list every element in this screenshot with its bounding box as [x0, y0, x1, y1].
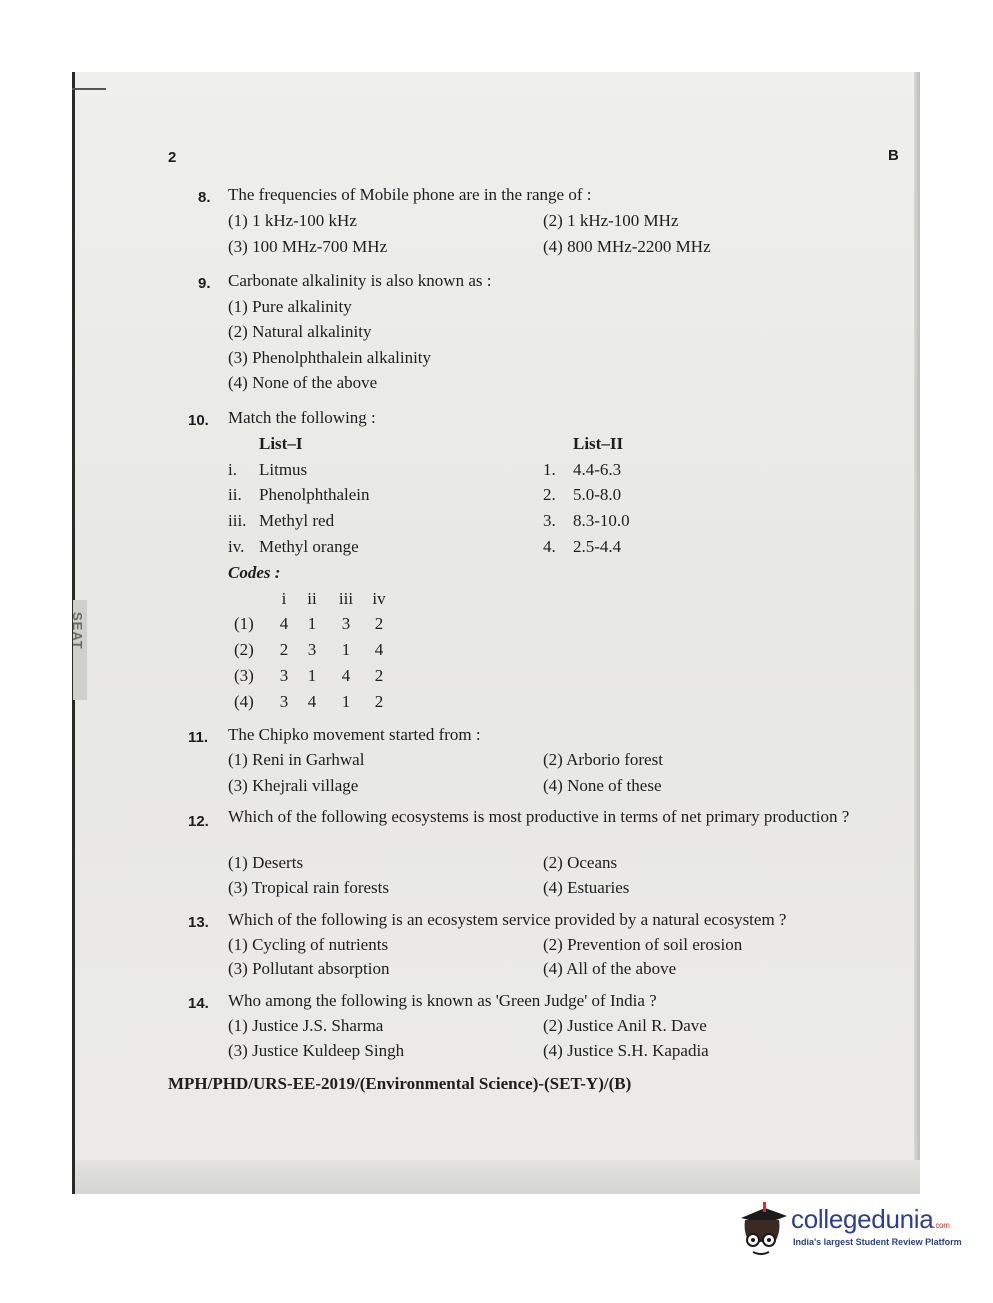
- code-value: 1: [341, 692, 351, 711]
- option-2: (2) Natural alkalinity: [228, 322, 372, 341]
- list-2-item: 2.5-4.4: [573, 537, 622, 556]
- code-value: 4: [307, 692, 317, 711]
- code-value: 4: [374, 640, 384, 659]
- option-1: (1) Cycling of nutrients: [228, 935, 389, 954]
- code-option-label: (2): [234, 640, 254, 659]
- option-3: (3) Justice Kuldeep Singh: [228, 1041, 405, 1060]
- list-2-index: 3.: [543, 511, 556, 530]
- logo-suffix: .com: [933, 1221, 950, 1230]
- option-4: (4) None of these: [543, 776, 662, 795]
- list-2-heading: List–II: [573, 434, 624, 453]
- option-2: (2) Arborio forest: [543, 750, 663, 769]
- list-1-index: i.: [228, 460, 237, 479]
- list-1-index: iv.: [228, 537, 245, 556]
- code-value: 1: [307, 666, 317, 685]
- binding-strip-text: SEAT: [70, 612, 85, 650]
- question-number: 11.: [188, 729, 209, 746]
- scan-corner-mark: [72, 88, 106, 90]
- scan-right-edge: [914, 72, 920, 1194]
- list-1-index: ii.: [228, 485, 242, 504]
- list-2-item: 5.0-8.0: [573, 485, 622, 504]
- option-3: (3) Pollutant absorption: [228, 959, 390, 978]
- code-value: 3: [279, 666, 289, 685]
- scanned-page: [72, 72, 920, 1194]
- code-value: 1: [307, 614, 317, 633]
- codes-header-cell: ii: [307, 589, 317, 608]
- code-value: 3: [341, 614, 351, 633]
- list-1-item: Phenolphthalein: [259, 485, 370, 504]
- list-2-index: 1.: [543, 460, 556, 479]
- option-4: (4) None of the above: [228, 373, 378, 392]
- codes-header-cell: i: [281, 589, 287, 608]
- option-4: (4) All of the above: [543, 959, 677, 978]
- question-number: 14.: [188, 995, 209, 1012]
- code-option-label: (1): [234, 614, 254, 633]
- collegedunia-logo[interactable]: [735, 1196, 965, 1258]
- list-2-item: 4.4-6.3: [573, 460, 622, 479]
- option-1: (1) Justice J.S. Sharma: [228, 1016, 384, 1035]
- option-3: (3) Phenolphthalein alkalinity: [228, 348, 432, 367]
- list-1-item: Methyl red: [259, 511, 335, 530]
- option-1: (1) Reni in Garhwal: [228, 750, 365, 769]
- option-4: (4) Estuaries: [543, 878, 630, 897]
- scan-bottom-band: [75, 1160, 920, 1194]
- paper-code-footer: MPH/PHD/URS-EE-2019/(Environmental Science)-(SET-Y)/(B): [168, 1074, 632, 1093]
- set-label: B: [888, 147, 899, 164]
- logo-name-text: collegedunia: [791, 1204, 934, 1234]
- question-number: 13.: [188, 914, 209, 931]
- logo-name: [791, 1204, 950, 1235]
- code-value: 2: [279, 640, 289, 659]
- option-3: (3) 100 MHz-700 MHz: [228, 237, 388, 256]
- codes-header-cell: iii: [338, 589, 354, 608]
- option-4: (4) 800 MHz-2200 MHz: [543, 237, 711, 256]
- logo-tagline: India's largest Student Review Platform: [793, 1237, 962, 1247]
- codes-label: Codes :: [228, 563, 281, 582]
- question-text: The frequencies of Mobile phone are in the range of :: [228, 185, 592, 204]
- question-number: 12.: [188, 813, 209, 830]
- code-value: 4: [341, 666, 351, 685]
- option-3: (3) Tropical rain forests: [228, 878, 390, 897]
- codes-header-cell: iv: [372, 589, 386, 608]
- question-text: Who among the following is known as 'Green Judge' of India ?: [228, 991, 657, 1010]
- list-2-index: 2.: [543, 485, 556, 504]
- list-2-item: 8.3-10.0: [573, 511, 630, 530]
- question-text: The Chipko movement started from :: [228, 725, 481, 744]
- question-number: 8.: [198, 189, 211, 206]
- question-number: 10.: [188, 412, 209, 429]
- option-1: (1) Pure alkalinity: [228, 297, 352, 316]
- list-1-item: Methyl orange: [259, 537, 359, 556]
- option-2: (2) Prevention of soil erosion: [543, 935, 743, 954]
- question-text: Carbonate alkalinity is also known as :: [228, 271, 492, 290]
- question-text: Which of the following is an ecosystem service provided by a natural ecosystem ?: [228, 910, 787, 929]
- code-value: 1: [341, 640, 351, 659]
- code-value: 2: [374, 614, 384, 633]
- code-option-label: (4): [234, 692, 254, 711]
- option-2: (2) 1 kHz-100 MHz: [543, 211, 679, 230]
- code-value: 2: [374, 692, 384, 711]
- code-value: 2: [374, 666, 384, 685]
- option-2: (2) Oceans: [543, 853, 618, 872]
- question-number: 9.: [198, 275, 211, 292]
- code-option-label: (3): [234, 666, 254, 685]
- code-value: 3: [279, 692, 289, 711]
- question-text: Which of the following ecosystems is most productive in terms of net primary production ?: [228, 807, 850, 826]
- code-value: 3: [307, 640, 317, 659]
- question-text: Match the following :: [228, 408, 376, 427]
- option-4: (4) Justice S.H. Kapadia: [543, 1041, 709, 1060]
- list-2-index: 4.: [543, 537, 556, 556]
- list-1-index: iii.: [228, 511, 247, 530]
- option-1: (1) 1 kHz-100 kHz: [228, 211, 357, 230]
- option-2: (2) Justice Anil R. Dave: [543, 1016, 707, 1035]
- code-value: 4: [279, 614, 289, 633]
- option-1: (1) Deserts: [228, 853, 304, 872]
- list-1-item: Litmus: [259, 460, 308, 479]
- page-number: 2: [168, 149, 177, 166]
- mascot-icon: [735, 1196, 791, 1258]
- list-1-heading: List–I: [259, 434, 303, 453]
- option-3: (3) Khejrali village: [228, 776, 359, 795]
